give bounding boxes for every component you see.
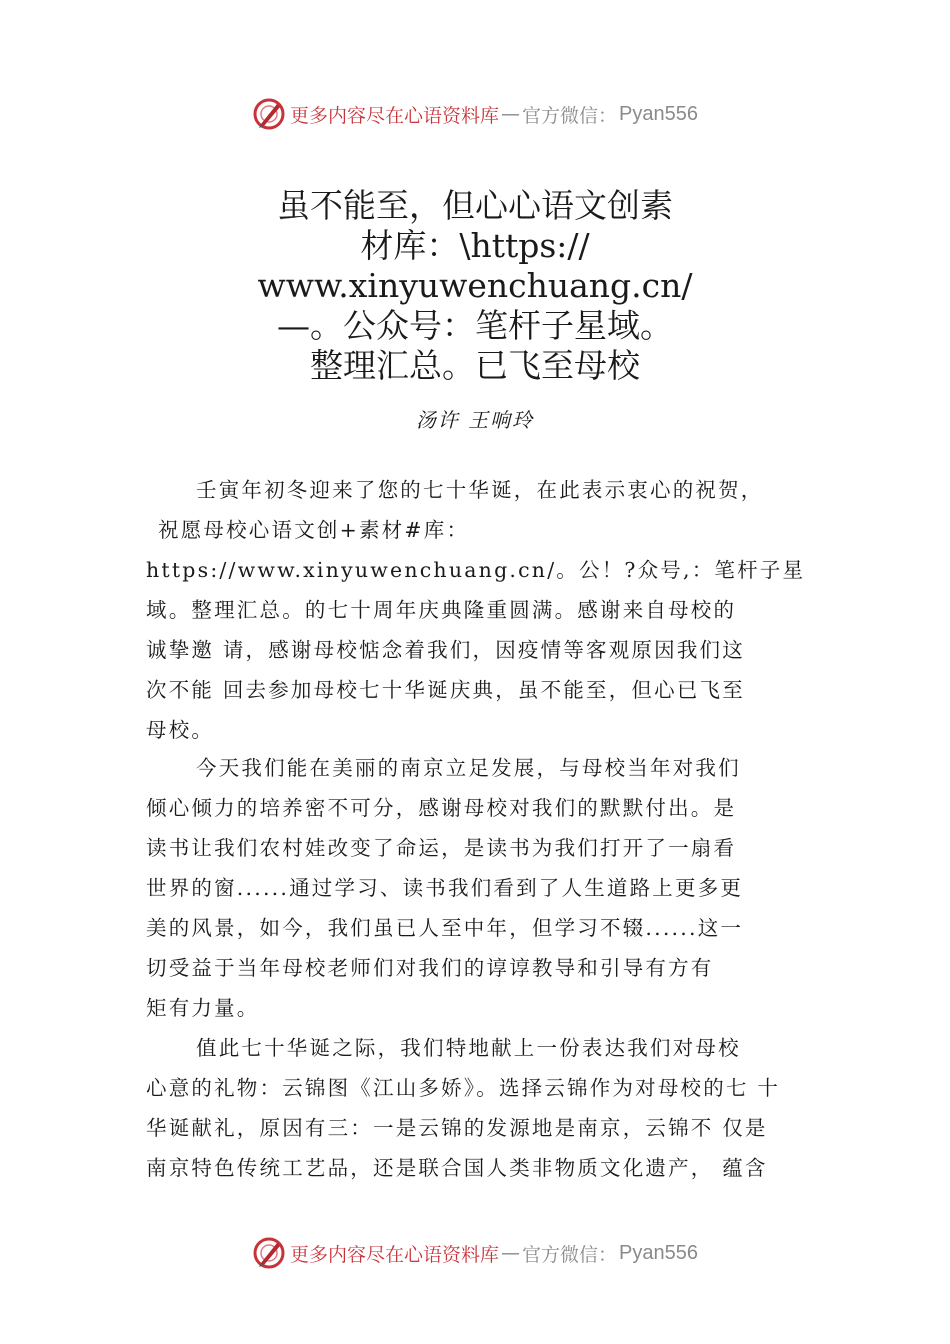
document-title (150, 186, 800, 386)
banner-wechat-label: 官方微信： (522, 1243, 618, 1266)
banner-dash: — (501, 1242, 521, 1264)
pen-logo-icon (252, 1236, 286, 1270)
text-line: 值此七十华诞之际，我们特地献上一份表达我们对母校 (196, 1036, 741, 1060)
text-line: https://www.xinyuwenchuang.cn/。公！?众号,：笔杆子星 (146, 558, 806, 582)
text-line: 南京特色传统工艺品，还是联合国人类非物质文化遗产， 蕴含 (146, 1156, 768, 1180)
banner-dash: — (501, 103, 521, 125)
header-banner (0, 94, 950, 134)
text-line: 倾心倾力的培养密不可分，感谢母校对我们的默默付出。是 (146, 796, 737, 820)
text-line: 世界的窗......通过学习、读书我们看到了人生道路上更多更 (146, 876, 744, 900)
footer-banner (0, 1233, 950, 1273)
title-line: —。公众号：笔杆子星域。 (277, 306, 673, 345)
banner-brand-text: 更多内容尽在心语资料库 (290, 1243, 500, 1266)
paragraph-2 (146, 748, 830, 1028)
text-line: 壬寅年初冬迎来了您的七十华诞，在此表示衷心的祝贺， (196, 478, 764, 502)
text-line: 域。整理汇总。的七十周年庆典隆重圆满。感谢来自母校的 (146, 598, 737, 622)
text-line: 心意的礼物：云锦图《江山多娇》。选择云锦作为对母校的七 十 (146, 1076, 781, 1100)
authors-line: 汤许 王响玲 (415, 408, 535, 432)
text-line: 祝愿母校心语文创+素材#库： (158, 518, 470, 542)
title-line: 整理汇总。已飞至母校 (310, 346, 640, 385)
banner-wechat-id: Pyan556 (619, 102, 698, 125)
paragraph-3 (146, 1028, 830, 1188)
title-line: 虽不能至，但心心语文创素 (277, 186, 673, 225)
text-line: 美的风景，如今，我们虽已人至中年，但学习不辍......这一 (146, 916, 744, 940)
text-line: 矩有力量。 (146, 996, 260, 1020)
title-line: www.xinyuwenchuang.cn/ (257, 266, 693, 305)
text-line: 诚挚邀 请，感谢母校惦念着我们，因疫情等客观原因我们这 (146, 638, 745, 662)
paragraph-1 (146, 470, 830, 750)
pen-logo-icon (252, 97, 286, 131)
banner-wechat-label: 官方微信： (522, 104, 618, 127)
banner-wechat-id: Pyan556 (619, 1241, 698, 1264)
title-line: 材库：\https:// (360, 226, 590, 265)
text-line: 母校。 (146, 718, 215, 742)
text-line: 今天我们能在美丽的南京立足发展，与母校当年对我们 (196, 756, 741, 780)
text-line: 切受益于当年母校老师们对我们的谆谆教导和引导有方有 (146, 956, 714, 980)
text-line: 读书让我们农村娃改变了命运，是读书为我们打开了一扇看 (146, 836, 737, 860)
text-line: 次不能 回去参加母校七十华诞庆典，虽不能至，但心已飞至 (146, 678, 745, 702)
banner-brand-text: 更多内容尽在心语资料库 (290, 104, 500, 127)
text-line: 华诞献礼，原因有三：一是云锦的发源地是南京，云锦不 仅是 (146, 1116, 768, 1140)
